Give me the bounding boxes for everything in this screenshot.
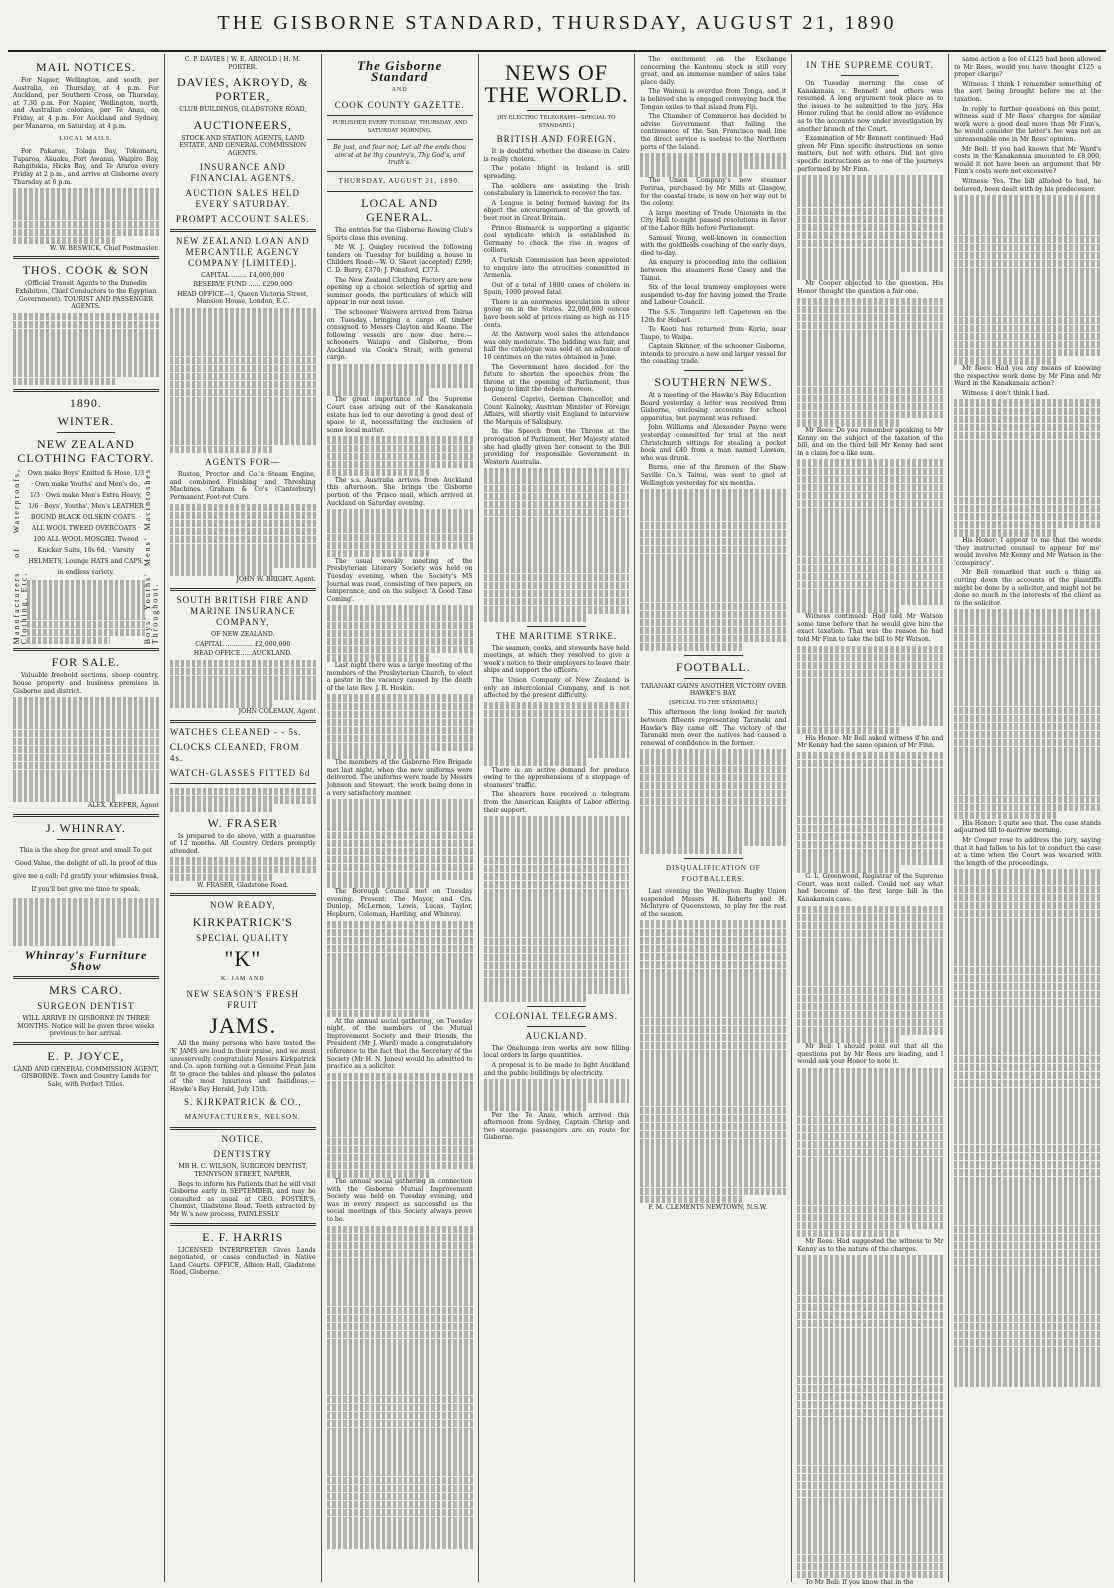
auctioneers-heading: AUCTIONEERS, (193, 117, 292, 132)
bf-p2: The potato blight in Ireland is still spreading. (483, 165, 630, 180)
joyce-heading: E. P. JOYCE, (47, 1048, 125, 1063)
local-p5: The great importance of the Supreme Court case arising out of the Kanakanaia estate has led to our devoting a good deal of space to it, necessitating the exclusion of some local matter. (326, 396, 473, 434)
nz-loan-reserve: RESERVE FUND ...... £290,000 (193, 281, 293, 289)
column-2 (165, 54, 322, 1582)
firm-partners: C. P. DAVIES | W. E. ARNOLD | H. M. PORTER. (184, 56, 301, 71)
southern-p3: Burns, one of the firemen of the Shaw Saville Co.'s Tainui, was sent to gaol at Wellington yesterday for six months. (640, 464, 787, 487)
vertical-text-right: Boys' Youths' Mens' Macintoshes Throughout. (142, 468, 160, 645)
fraser-text: Is prepared to do above, with a guarantee of 12 months. All Country Orders promptly attended. (169, 832, 316, 855)
mail-notices-heading: MAIL NOTICES. (35, 60, 136, 74)
column-5 (635, 54, 792, 1582)
local-p7: The usual weekly meeting of the Presbyterian Literary Society was held on Tuesday evening, when the Society's MS Journal was read, consisting of two papers, on temperance, and on the subject 'A Good Time Coming'. (326, 557, 473, 603)
local-p12: The annual social gathering in connection with the Gisborne Mutual Improvement Society was held on Tuesday evening, and was in every respect as successful as the social meetings of this Society always prove to be. (326, 1178, 473, 1223)
caro-heading: MRS CARO. (49, 983, 123, 997)
winter-heading: WINTER. (57, 414, 115, 429)
cook-text: (Official Transit Agents to the Dunedin Exhibition, Chief Conductors to the Egyptian Government). TOURIST AND PASSENGER AGENTS. (15, 280, 157, 311)
court-cont-p9: Mr Bell remarked that such a thing as cutting down the accounts of the plaintiffs might be done by a solicitor, and might not be done so much in the interests of the client as to the solicitor. (954, 569, 1102, 607)
coleman-signature: JOHN COLEMAN, Agent (238, 708, 316, 716)
bf-p1: It is doubtful whether the disease in Cairo is really cholera. (483, 148, 630, 163)
southern-p1: At a meeting of the Hawke's Bay Education Board yesterday a letter was received from Gisborne, enclosing accounts for school apparatus, but payment was refused. (640, 392, 787, 422)
telegraph-credit: [BY ELECTRIC TELEGRAPH—SPECIAL TO STANDARD.] (497, 115, 616, 129)
nameplate-and: AND (391, 87, 408, 93)
nz-loan-heading: NEW ZEALAND LOAN AND MERCANTILE AGENCY COMPANY [LIMITED]. (176, 235, 310, 268)
court-p10: To Mr Bell: If you know that in the (805, 1578, 914, 1586)
auckland-p3: Per the Te Anau, which arrived this afternoon from Sydney, Captain Chrisp and two steerage passengers are en route for Gisborne. (483, 1111, 630, 1142)
court-cont-p2: Witness: I think I remember something of the sort being brought before me at the taxation. (954, 80, 1102, 103)
keefer-signature: ALEX. KEEFER, Agent (87, 802, 159, 810)
for-sale-heading: FOR SALE. (51, 655, 121, 670)
column-3 (322, 54, 479, 1582)
harris-text: LICENSED INTERPRETER Gives Lands negotiated, or cases conducted in Native Land Courts. OFFICE, Albion Hall, Gladstone Road, Gisborne. (169, 1246, 316, 1277)
col5-p6: Samuel Young, well-known in connection with the goldfields coaching of the early days, died to-day. (640, 234, 787, 257)
glasses-line: WATCH-GLASSES FITTED 6d (169, 767, 311, 778)
fraser-heading: W. FRASER (207, 815, 279, 830)
bf-p8: There is an enormous speculation in silver going on in the States. 22,000,000 ounces have been sold at prices rising as high as 115 cents. (483, 298, 630, 329)
south-british-heading: SOUTH BRITISH FIRE AND MARINE INSURANCE COMPANY, (176, 594, 309, 627)
bf-p11: General Caprivi, German Chancellor, and Count Kalnoky, Austrian Minister of Foreign Affairs, will shortly visit England to interview the Marquis of Salisbury. (483, 396, 630, 426)
k-brand-mark: "K" (224, 946, 262, 972)
year-heading: 1890. (69, 396, 102, 411)
wilson-heading: MR H. C. WILSON, SURGEON DENTIST, TENNYSON STREET, NAPIER, (178, 1163, 308, 1179)
k-jam-sub: K. JAM AND (221, 976, 265, 983)
local-p9: The members of the Gisborne Fire Brigade met last night, when the new uniforms were delivered. The uniforms were made by Messrs Johnson and Stewart, the work being done in a very satisfactory manner. (326, 759, 473, 797)
for-sale-text: Valuable freehold sections, sheep country, house property and business premises in Gisborne and district. (13, 672, 159, 695)
motto: Be just, and fear not; Let all the ends thou aim'st at be thy country's, Thy God's, and truth's. (333, 144, 467, 167)
col5-p2: The Waimui is overdue from Tonga, and it is believed she is engaged conveying back the Tongan exiles to that island from Fiji. (640, 88, 787, 111)
published-line: PUBLISHED EVERY TUESDAY, THURSDAY, AND SATURDAY MORNING. (332, 120, 468, 134)
fraser-address: W. FRASER, Gladstone Road. (197, 881, 289, 889)
supreme-court-heading: IN THE SUPREME COURT. (806, 60, 935, 70)
insurance-heading: INSURANCE AND FINANCIAL AGENTS. (190, 161, 296, 183)
whinray-verse: This is the shop for great and small To get Good Value, the delight of all. In proof of this give me a call; I'd gratify your whimsies freak, If you'll but give me time to speak. (13, 846, 159, 893)
column-1 (8, 54, 165, 1582)
maritime-strike-heading: THE MARITIME STRIKE. (495, 630, 618, 641)
col5-p5: A large meeting of Trade Unionists in the City Hall to-night passed resolutions in favor of the Labor Bills before Parliament. (640, 209, 787, 232)
notice-heading: NOTICE. (221, 1134, 264, 1145)
clements-signature: F. M. CLEMENTS NEWTOWN, N.S.W. (648, 1203, 767, 1211)
vertical-text-left: Manufacturers of Waterproofs, Clothing, Etc. (12, 468, 29, 645)
bf-p3: The soldiers are assisting the Irish constabulary in Limerick to recover the tax. (483, 182, 630, 198)
bf-p4: A League is being formed having for its object the encouragement of the growth of beet root in Great Britain. (483, 199, 630, 222)
local-p6: The s.s. Australia arrives from Auckland this afternoon. She brings the Gisborne portion of the 'Frisco mail, which arrived at Auckland on Saturday evening. (326, 476, 473, 507)
maritime-p4: The shearers have received a telegram from the American Knights of Labor offering their support. (483, 791, 630, 814)
local-general-heading: LOCAL AND GENERAL. (361, 195, 439, 224)
court-cont-p6: Mr Rees: Had you any means of knowing the respective work done by Mr Finn and Mr Ward in the Kanakanaia action? (954, 365, 1102, 388)
local-p2: Mr W. J. Quigley received the following tenders on Tuesday for building a house in Childers Road:—W. O. Skeet (accepted) £299; C. D. Berry, £370; J. Ponsford, £373. (326, 244, 473, 274)
court-cont-p3: In reply to further questions on this point, witness said if Mr Rees' charges for similar work were a good deal more than Mr Finn's, he would consider the latter's fee was not an unreasonable one in Mr Rees' opinion. (954, 105, 1102, 143)
south-british-capital: CAPITAL .............. £2,000,000 (195, 640, 291, 648)
harris-heading: E. F. HARRIS (202, 1229, 284, 1244)
joyce-text: LAND AND GENERAL COMMISSION AGENT, GISBORNE. Town and Country Lands for Sale, with Perfect Titles. (13, 1065, 159, 1088)
bf-p12: In the Speech from the Throne at the prorogation of Parliament, Her Majesty stated she had gladly given her consent to the Bill providing for responsible Government in Western Australia. (483, 428, 630, 466)
local-p4: The schooner Waiwera arrived from Tairua on Tuesday, bringing a cargo of timber consigned to Messrs Clayton and Keane. The following vessels are now due here:—schooners Waiapu and Gisborne, from Auckland via Cook's Strait, with general cargo. (326, 308, 473, 362)
local-p10: The Borough Council met on Tuesday evening. Present: The Mayor, and Crs. Dunlop, McLernon, Lewis, Lucas, Taylor, Hepburn, Coleman, Harding, and Whinray. (326, 888, 473, 918)
disqualification-text: Last evening the Wellington Rugby Union suspended Messrs H. Roberts and H. McIntyre of Queenstown, to play for the rest of the season. (640, 888, 787, 918)
bf-p9: At the Antwerp wool sales the attendance was only moderate. The bidding was fair, and half the catalogue was sold at an advance of 10 centimes on the rates obtained in June. (483, 331, 630, 362)
agents-for-heading: AGENTS FOR— (205, 457, 281, 468)
col5-p3: The Chamber of Commerce has decided to advise Government that failing the continuance of the San Francisco mail line the direct service is useless to the Northern ports of the Island. (640, 113, 787, 151)
cook-heading: THOS. COOK & SON (22, 263, 150, 278)
postmaster-signature: W. W. BESWICK, Chief Postmaster. (50, 244, 159, 252)
page-columns (8, 54, 1106, 1586)
jams-heading: JAMS. (209, 1013, 277, 1039)
colonial-telegrams-heading: COLONIAL TELEGRAMS. (495, 1010, 618, 1021)
local-p8: Last night there was a large meeting of the members of the Presbyterian Church, to elect a pastor in the vacancy caused by the death of the late Rev. J. R. Hoskin. (326, 662, 473, 692)
football-heading: FOOTBALL. (676, 659, 751, 674)
column-4 (479, 54, 636, 1582)
bf-p6: A Turkish Commission has been appointed to enquire into the atrocities committed in Armenia. (483, 256, 630, 280)
auctioneers-text: STOCK AND STATION AGENTS, LAND ESTATE, AND GENERAL COMMISSION AGENTS. (179, 134, 307, 157)
maritime-p3: There is an active demand for produce owing to the apprehensions of a stoppage of steamers' traffic. (483, 766, 630, 789)
watches-line: WATCHES CLEANED - - 5s. (169, 726, 302, 737)
now-ready-heading: NOW READY, (209, 900, 276, 911)
court-p6: His Honor: Mr Bell asked witness if he and Mr Kenny had the same opinion of Mr Finn. (797, 734, 944, 750)
nz-loan-capital: CAPITAL ........ £4,000,000 (201, 271, 285, 279)
col5-p11: Captain Skinner, of the schooner Gisborne, intends to procure a new and larger vessel for the coasting trade. (640, 343, 787, 366)
court-cont-p5: Witness: Yes. The bill alluded to had, he believed, been dealt with by his predecessor. (954, 177, 1102, 193)
bf-p10: The Government have decided for the future to shorten the speeches from the throne at the opening of Parliament, thus hoping to limit the debate thereon. (483, 363, 630, 394)
court-p7: G. L. Greenwood, Registrar of the Supreme Court, was next called. Could not say what had become of the first large bill in the Kanakanaia case. (797, 873, 944, 903)
firm-heading: DAVIES, AKROYD, & PORTER, (177, 75, 309, 104)
local-p1: The entries for the Gisborne Rowing Club's Sports close this evening. (326, 226, 473, 242)
clocks-line: CLOCKS CLEANED, FROM 4s. (169, 741, 300, 763)
whinray-heading: J. WHINRAY. (46, 820, 126, 835)
skirk-sub: MANUFACTURERS, NELSON. (184, 1113, 301, 1122)
football-subheading: TARANAKI GAINS ANOTHER VICTORY OVER HAWKE'S BAY. (640, 682, 787, 698)
col5-p1: The excitement on the Exchange concerning the Kantomu stock is still very great, and an immense number of sales take place daily. (640, 56, 787, 86)
dentistry-heading: DENTISTRY (213, 1149, 273, 1160)
news-of-the-world-heading: NEWS OF THE WORLD. (484, 60, 629, 107)
southern-news-heading: SOUTHERN NEWS. (654, 375, 773, 390)
court-p8: Mr Bell: I should point out that all the questions put by Mr Rees are leading, and I would ask your Honor to note it. (797, 1043, 944, 1066)
caro-subheading: SURGEON DENTIST (37, 1001, 135, 1011)
british-foreign-heading: BRITISH AND FOREIGN. (496, 134, 617, 145)
col5-p7: An enquiry is proceeding into the collision between the steamers Rose Casey and the Tainui. (640, 259, 787, 282)
bf-p7: Out of a total of 1800 cases of cholera in Spain, 1000 proved fatal. (483, 281, 630, 297)
column-7 (949, 54, 1106, 1582)
paper-nameplate: The Gisborne Standard (356, 58, 443, 84)
prompt-heading: PROMPT ACCOUNT SALES. (175, 213, 310, 224)
court-cont-p8: His Honor: I appear to me that the words 'they instructed counsel to appear for me' would involve Mr Kenny and Mr Watson in the 'conspiracy'. (954, 537, 1102, 567)
bright-signature: JOHN W. BRIGHT, Agent. (236, 576, 316, 584)
new-season-heading: NEW SEASON'S FRESH FRUIT (186, 989, 300, 1011)
maritime-p1: The seamen, cooks, and stewards have held meetings, at which they resolved to give a week's notice to their employers to leave their ships and support the officers. (483, 644, 630, 675)
local-mails-text: For Pakarae, Tolaga Bay, Tokomaru, Tuparoa, Akuaku, Port Awanui, Waipiro Bay, Rangitukia, Hicks Bay, and Te Araroa every Friday at 2 p.m., and arrive at Gisborne every Thursday at 6 p.m. (13, 148, 159, 186)
football-special: [SPECIAL TO THE STANDARD.] (669, 699, 758, 706)
clothing-factory-heading: NEW ZEALAND CLOTHING FACTORY. (17, 437, 155, 466)
court-p9: Mr Rees: Had suggested the witness to Mr Kenny as to the nature of the charges. (797, 1237, 944, 1253)
court-cont-p11: Mr Cooper rose to address the jury, saying that it had fallen to his lot to conduct the case at a time when the Court was wearied with the length of the proceedings. (954, 837, 1102, 867)
southern-p2: John Williams and Alexander Payne were yesterday committed for trial at the next Christchurch sittings for stealing a pocket book and £40 from a man named Lawson, who was drunk. (640, 424, 787, 462)
clothing-items: Own make Boys' Knitted & Hose, 1/3 · Own make Youths' and Men's do., 1/3 · Own make Men's Extra Heavy, 1/6 · Boys', Youths', Men's LEATHER BOUND BLACK OILSKIN COATS. · ALL WOOL TWEED OVERCOATS · 100 ALL WOOL MOSGIEL Tweed Knicker Suits, 10s 6d. · Varsity HELMETS, Lounge HATS and CAPS, in endless variety. (27, 470, 145, 577)
whinray-furniture-heading: Whinray's Furniture Show (24, 948, 148, 973)
agents-for-text: Ruston, Proctor and Co.'s Steam Engine, and combined Finishing and Threshing Machines. Graham & Co's (Canterbury) Permanent Foot-rot Cure. (169, 471, 316, 501)
auction-sales-heading: AUCTION SALES HELD EVERY SATURDAY. (185, 187, 301, 209)
col5-p10: Te Kooti has returned from Korio, near Taupo, to Waipa. (640, 326, 787, 341)
col5-p8: Six of the local tramway employees were suspended to-day for having joined the Trade and Labour Council. (640, 284, 787, 307)
football-text: This afternoon the long looked for match between fifteens representing Taranaki and Hawke's Bay came off. The victory of the Taranaki men over the natives had caused a renewal of confidence in the former. (640, 709, 787, 747)
disqualification-heading: DISQUALIFICATION OF FOOTBALLERS. (666, 864, 761, 884)
kirkpatrick-heading: KIRKPATRICK'S (192, 915, 293, 930)
south-british-sub: OF NEW ZEALAND. (211, 630, 275, 638)
court-p5: Witness continued: Had told Mr Watson some time before that he would give him the exact taxation. That was the reason he had told Mr Finn to take the bill to Mr Watson. (797, 613, 944, 643)
auckland-p1: The Onehunga iron works are now filling local orders in large quantities. (483, 1044, 630, 1060)
auckland-p2: A proposal is to be made to light Auckland and the public buildings by electricity. (483, 1061, 630, 1077)
local-p11: At the annual social gathering, on Tuesday night, of the members of the Mutual Improvement Society and their friends, the President (Mr J. Ward) made a congratulatory reference to the fact that the Secretary of the Society (Mr H. N. Jones) would be admitted to practice as a solicitor. (326, 1017, 473, 1071)
court-cont-p1: same action a fee of £125 had been allowed to Mr Rees, would you have thought £125 a proper charge? (954, 56, 1102, 79)
caro-text: WILL ARRIVE IN GISBORNE IN THREE MONTHS. Notice will be given three weeks previous to her arrival. (17, 1015, 155, 1038)
skirk-heading: S. KIRKPATRICK & CO., (183, 1097, 302, 1108)
issue-date: THURSDAY, AUGUST 21, 1890. (338, 176, 461, 185)
local-mails-heading: LOCAL MAILS. (59, 136, 113, 143)
wilson-text: Begs to inform his Patients that he will visit Gisborne early in SEPTEMBER, and may be consulted as usual at GEO. FOSTER'S, Chemist, Gladstone Road. Teeth extracted by Mr W.'s new process, PAINLESSLY (169, 1180, 316, 1219)
clothing-ad (13, 468, 159, 644)
auckland-heading: AUCKLAND. (525, 1030, 588, 1041)
newspaper-title: THE GISBORNE STANDARD, THURSDAY, AUGUST 21, 1890 (217, 12, 897, 34)
jams-testimonial: All the many persons who have tested the 'K' JAMS are loud in their praise, and we must unreservedly congratulate Messrs Kirkpatrick and Co. upon turning out a Genuine Fruit Jam fit to grace the tables and please the palates of the most luxurious and fastidious.—Hawke's Bay Herald, July 15th. (169, 1040, 316, 1093)
court-p3: Mr Cooper objected to the question. His Honor thought the question a fair one. (797, 280, 944, 295)
court-cont-p4: Mr Bell: If you had known that Mr Ward's costs in the Kanakanaia amounted to £8,000, would it not have been an argument that Mr Finn's costs were not excessive? (954, 145, 1102, 176)
column-6 (792, 54, 949, 1586)
court-p2: Examination of Mr Bennett continued: Had given Mr Finn specific instructions on some matters, but not with others. Did not give specific instructions as to one of the journeys performed by Mr Finn. (797, 135, 944, 173)
col5-p9: The S.S. Tongariro left Capetown on the 12th for Hobart. (640, 308, 787, 324)
court-p4: Mr Rees: Do you remember speaking to Mr Kenny on the subject of the taxation of the bill, and on the third bill Mr Kenny had sent in a claim for a like sum. (797, 427, 944, 457)
court-p1: On Tuesday morning the case of Kanakanaia v. Bennett and others was resumed. A long argument took place as to the issues to be submitted to the jury, His Honor ruling that he could allow no evidence as to the accounts now under investigation by another branch of the Court. (797, 80, 944, 133)
south-british-head-office: HEAD OFFICE......AUCKLAND. (193, 650, 292, 658)
masthead (0, 0, 1114, 52)
col5-p4: The Union Company's new steamer Porirua, purchased by Mr Mills at Glasgow, for the coastal trade, is now on her way out to the colony. (640, 177, 787, 208)
court-cont-p10: His Honor: I quite see that. The case stands adjourned till to-morrow morning. (954, 819, 1102, 835)
maritime-p2: The Union Company of New Zealand is only an intercolonial Company, and is not affected by the present difficulty. (483, 677, 630, 700)
nz-loan-head-office: HEAD OFFICE—1, Queen Victoria Street, Mansion House, London, E.C. (177, 290, 309, 306)
special-quality: SPECIAL QUALITY (196, 933, 290, 944)
bf-p5: Prince Bismarck is supporting a gigantic coal syndicate which is established in Germany to check the rise in wages of colliers. (483, 224, 630, 255)
mail-notices-text: For Napier, Wellington, and south, per Australia, on Thursday, at 4 p.m. For Auckland, per Southern Cross, on Thursday, at 7.30 p.m. For Napier, Wellington, north, and Australian colonies, per Te Anau, on Friday, at 4 p.m. For Auckland and Sydney, per Manaroa, on Saturday, at 4 p.m. (13, 77, 159, 130)
cook-county-gazette: COOK COUNTY GAZETTE. (334, 100, 465, 110)
firm-address: CLUB BUILDINGS, GLADSTONE ROAD, (179, 106, 307, 114)
court-cont-p7: Witness: I don't think I had. (962, 389, 1050, 397)
local-p3: The New Zealand Clothing Factory are now opening up a choice selection of spring and summer goods, the particulars of which will appear in our next issue. (326, 276, 473, 307)
